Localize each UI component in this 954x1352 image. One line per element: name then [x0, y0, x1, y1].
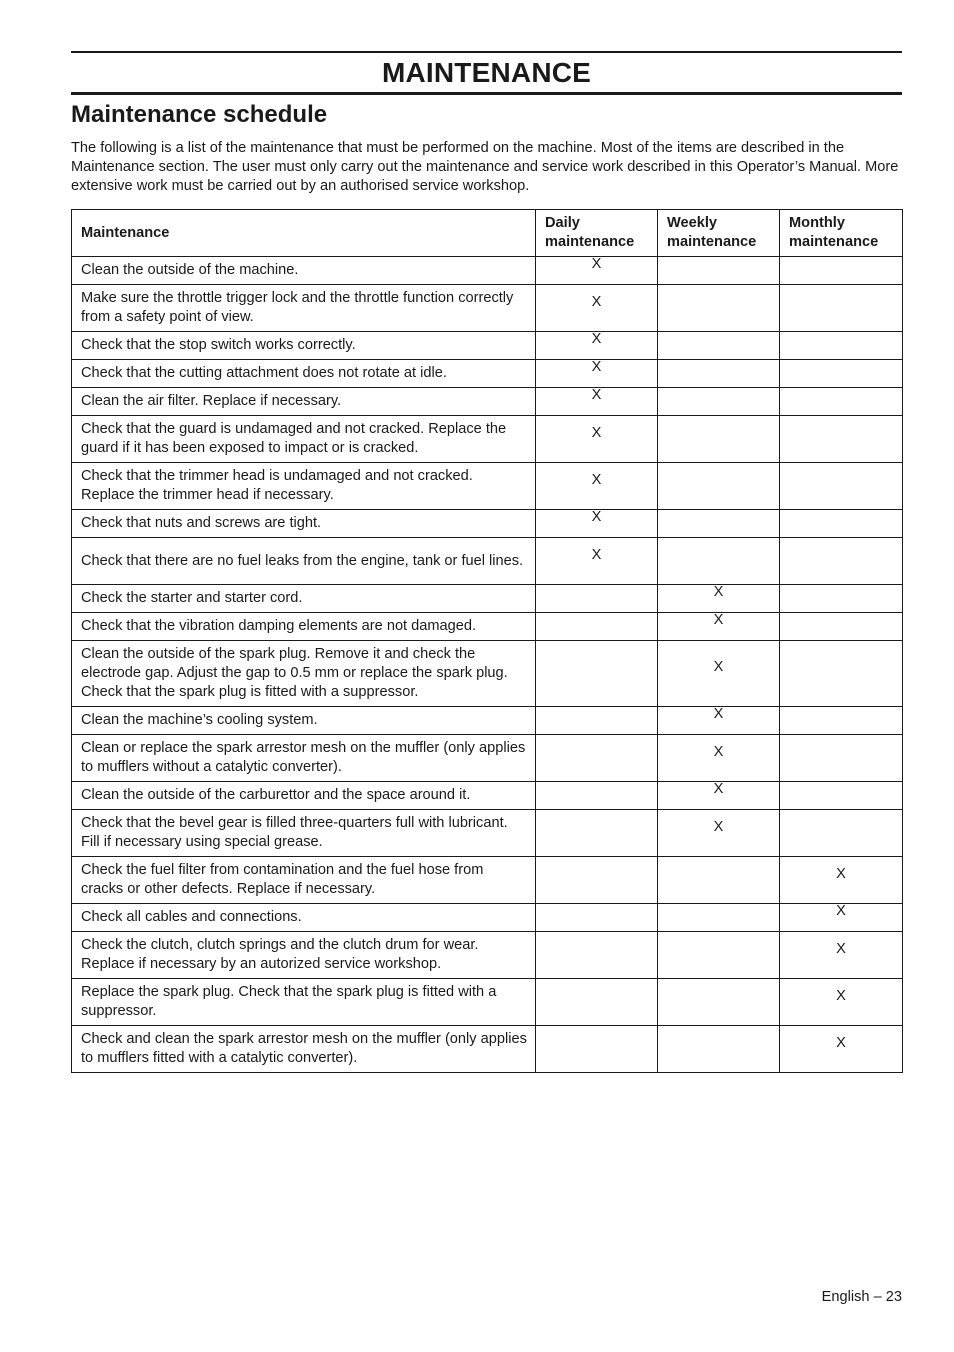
daily-cell — [536, 810, 658, 857]
maintenance-schedule-table — [71, 209, 903, 1073]
daily-mark: X — [591, 359, 602, 375]
weekly-cell — [658, 857, 780, 904]
monthly-cell — [780, 510, 903, 538]
monthly-cell — [780, 1026, 903, 1073]
monthly-cell — [780, 285, 903, 332]
daily-cell — [536, 538, 658, 585]
monthly-cell — [780, 904, 903, 932]
weekly-cell — [658, 641, 780, 707]
weekly-mark: X — [713, 818, 724, 835]
daily-mark: X — [591, 424, 602, 441]
daily-cell — [536, 416, 658, 463]
monthly-cell — [780, 538, 903, 585]
table-row — [72, 1026, 903, 1073]
weekly-cell — [658, 585, 780, 613]
weekly-cell — [658, 1026, 780, 1073]
daily-cell — [536, 332, 658, 360]
weekly-cell — [658, 735, 780, 782]
page-footer: English – 23 — [821, 1289, 902, 1305]
table-header-row — [72, 210, 903, 257]
table-row — [72, 979, 903, 1026]
table-row — [72, 613, 903, 641]
table-row — [72, 707, 903, 735]
monthly-cell — [780, 585, 903, 613]
table-header — [72, 210, 903, 257]
monthly-cell — [780, 979, 903, 1026]
table-row — [72, 285, 903, 332]
task-cell: Clean the outside of the spark plug. Remove it and check the electrode gap. Adjust the gap to 0.5 mm or replace the spark plug. Check that the spark plug is fitted with a suppressor. — [72, 641, 536, 707]
table-row — [72, 388, 903, 416]
monthly-cell — [780, 782, 903, 810]
daily-cell — [536, 641, 658, 707]
table-body — [72, 257, 903, 1073]
task-cell: Check that the cutting attachment does not rotate at idle. — [72, 360, 536, 388]
daily-cell — [536, 782, 658, 810]
monthly-cell — [780, 641, 903, 707]
section-header-title: MAINTENANCE — [381, 57, 592, 88]
weekly-cell — [658, 613, 780, 641]
daily-cell — [536, 707, 658, 735]
monthly-cell — [780, 360, 903, 388]
table-row — [72, 510, 903, 538]
task-cell: Clean the outside of the carburettor and the space around it. — [72, 782, 536, 810]
weekly-cell — [658, 904, 780, 932]
task-cell: Check that the vibration damping elements are not damaged. — [72, 613, 536, 641]
daily-cell — [536, 979, 658, 1026]
task-cell: Check that the bevel gear is filled three-quarters full with lubricant. Fill if necessary using special grease. — [72, 810, 536, 857]
column-header-maintenance: Maintenance — [72, 210, 536, 257]
table-row — [72, 641, 903, 707]
task-cell: Clean the outside of the machine. — [72, 257, 536, 285]
monthly-cell — [780, 388, 903, 416]
weekly-mark: X — [713, 659, 724, 675]
weekly-mark: X — [713, 781, 724, 797]
daily-cell — [536, 613, 658, 641]
monthly-mark: X — [836, 865, 846, 882]
daily-cell — [536, 932, 658, 979]
monthly-cell — [780, 735, 903, 782]
task-cell: Check all cables and connections. — [72, 904, 536, 932]
table-row — [72, 782, 903, 810]
task-cell: Check that nuts and screws are tight. — [72, 510, 536, 538]
daily-mark: X — [591, 331, 602, 347]
monthly-cell — [780, 707, 903, 735]
table-row — [72, 416, 903, 463]
column-header-daily: Daily maintenance — [536, 210, 658, 257]
table-row — [72, 332, 903, 360]
weekly-cell — [658, 538, 780, 585]
monthly-cell — [780, 613, 903, 641]
daily-mark: X — [591, 293, 602, 310]
daily-mark: X — [591, 509, 602, 525]
table-row — [72, 857, 903, 904]
task-cell: Check that there are no fuel leaks from the engine, tank or fuel lines. — [72, 538, 536, 585]
monthly-mark: X — [836, 940, 846, 957]
daily-cell — [536, 857, 658, 904]
task-cell: Check the clutch, clutch springs and the clutch drum for wear. Replace if necessary by an autorized service workshop. — [72, 932, 536, 979]
daily-mark: X — [591, 387, 602, 403]
task-cell: Clean the air filter. Replace if necessary. — [72, 388, 536, 416]
monthly-cell — [780, 257, 903, 285]
table-row — [72, 257, 903, 285]
task-cell: Check that the guard is undamaged and not cracked. Replace the guard if it has been exposed to impact or is cracked. — [72, 416, 536, 463]
section-header — [71, 51, 902, 95]
task-cell: Check the starter and starter cord. — [72, 585, 536, 613]
task-cell: Check the fuel filter from contamination and the fuel hose from cracks or other defects. Replace if necessary. — [72, 857, 536, 904]
monthly-cell — [780, 810, 903, 857]
daily-cell — [536, 463, 658, 510]
column-header-monthly: Monthly maintenance — [780, 210, 903, 257]
weekly-cell — [658, 285, 780, 332]
daily-cell — [536, 585, 658, 613]
table-row — [72, 932, 903, 979]
weekly-mark: X — [713, 612, 724, 628]
monthly-cell — [780, 332, 903, 360]
table-row — [72, 735, 903, 782]
table-row — [72, 360, 903, 388]
monthly-cell — [780, 857, 903, 904]
task-cell: Replace the spark plug. Check that the spark plug is fitted with a suppressor. — [72, 979, 536, 1026]
page-title: Maintenance schedule — [71, 101, 328, 128]
task-cell: Clean or replace the spark arrestor mesh on the muffler (only applies to mufflers without a catalytic converter). — [72, 735, 536, 782]
daily-cell — [536, 285, 658, 332]
daily-mark: X — [591, 546, 602, 563]
weekly-cell — [658, 782, 780, 810]
weekly-cell — [658, 463, 780, 510]
monthly-cell — [780, 463, 903, 510]
weekly-cell — [658, 416, 780, 463]
intro-paragraph: The following is a list of the maintenance that must be performed on the machine. Most of the items are described in the Maintenance section. The user must only carry out the maintenance and service work described in this Operator’s Manual. More extensive work must be carried out by an authorised service workshop. — [71, 140, 899, 194]
daily-mark: X — [591, 256, 602, 272]
weekly-cell — [658, 360, 780, 388]
monthly-cell — [780, 416, 903, 463]
task-cell: Make sure the throttle trigger lock and the throttle function correctly from a safety point of view. — [72, 285, 536, 332]
table-row — [72, 904, 903, 932]
weekly-cell — [658, 257, 780, 285]
task-cell: Clean the machine’s cooling system. — [72, 707, 536, 735]
daily-cell — [536, 257, 658, 285]
daily-mark: X — [591, 471, 602, 488]
monthly-mark: X — [836, 903, 846, 919]
weekly-mark: X — [713, 706, 724, 722]
daily-cell — [536, 388, 658, 416]
daily-cell — [536, 904, 658, 932]
daily-cell — [536, 360, 658, 388]
weekly-cell — [658, 810, 780, 857]
task-cell: Check that the stop switch works correctly. — [72, 332, 536, 360]
table-row — [72, 463, 903, 510]
daily-cell — [536, 510, 658, 538]
table-row — [72, 810, 903, 857]
weekly-cell — [658, 932, 780, 979]
task-cell: Check that the trimmer head is undamaged and not cracked. Replace the trimmer head if necessary. — [72, 463, 536, 510]
monthly-cell — [780, 932, 903, 979]
weekly-cell — [658, 332, 780, 360]
weekly-cell — [658, 979, 780, 1026]
daily-cell — [536, 1026, 658, 1073]
weekly-mark: X — [713, 584, 724, 600]
weekly-cell — [658, 388, 780, 416]
column-header-weekly: Weekly maintenance — [658, 210, 780, 257]
monthly-mark: X — [836, 1034, 846, 1051]
weekly-cell — [658, 707, 780, 735]
daily-cell — [536, 735, 658, 782]
table-row — [72, 538, 903, 585]
task-cell: Check and clean the spark arrestor mesh on the muffler (only applies to mufflers fitted with a catalytic converter). — [72, 1026, 536, 1073]
weekly-mark: X — [713, 743, 724, 760]
monthly-mark: X — [836, 987, 846, 1004]
weekly-cell — [658, 510, 780, 538]
table-row — [72, 585, 903, 613]
